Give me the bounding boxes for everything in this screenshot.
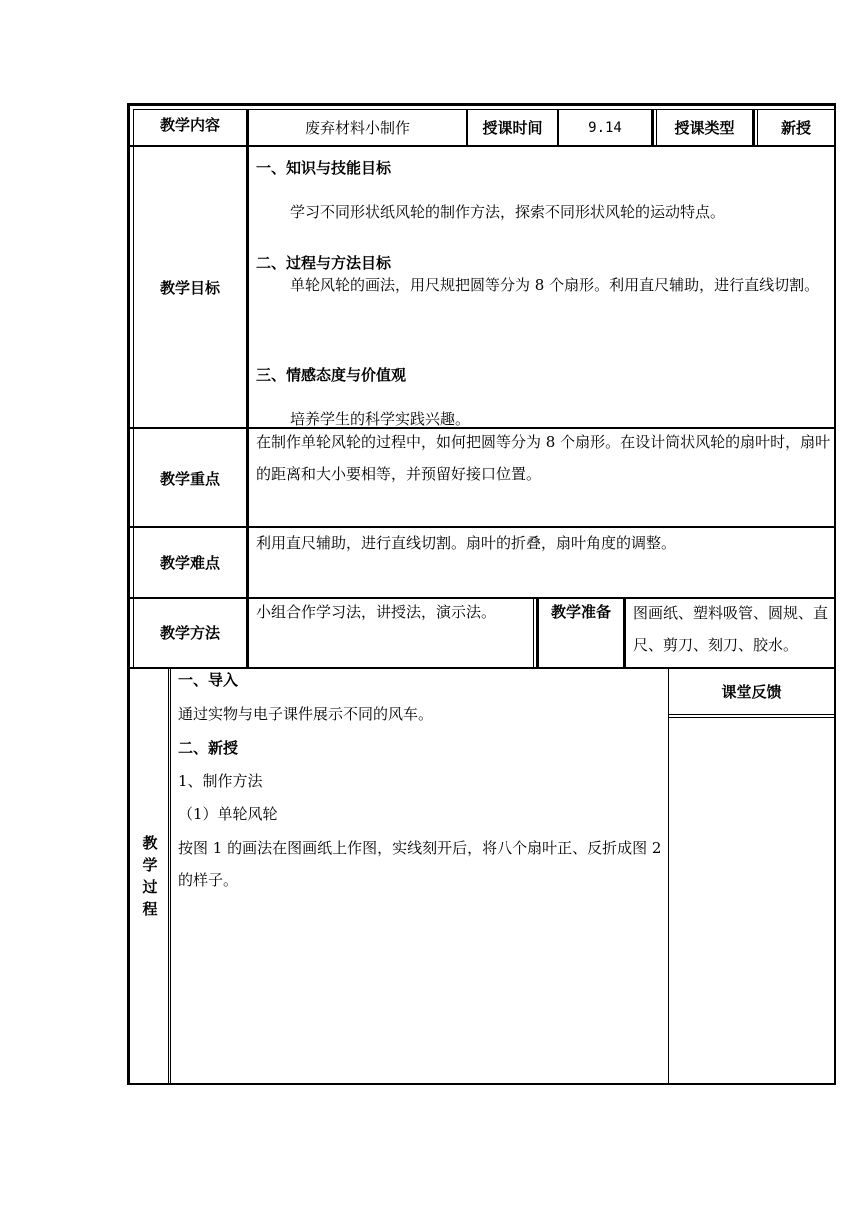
difficulties-label: 教学难点 — [159, 554, 220, 572]
type-value: 新授 — [780, 119, 811, 137]
objectives-text-3: 培养学生的科学实践兴趣。 — [290, 410, 471, 428]
feedback-label: 课堂反馈 — [721, 683, 782, 701]
frame-left-border — [127, 103, 130, 1085]
process-section-2-title: 二、新授 — [178, 739, 239, 757]
row-sep-header — [130, 145, 834, 147]
methods-sep-3 — [623, 597, 626, 667]
prep-label: 教学准备 — [550, 603, 611, 621]
objectives-heading-2: 二、过程与方法目标 — [256, 254, 392, 272]
process-section-1-text: 通过实物与电子课件展示不同的风车。 — [178, 705, 434, 723]
frame-bottom-border — [127, 1083, 836, 1085]
process-label: 教学过程 — [142, 834, 158, 918]
process-section-2-item: （1）单轮风轮 — [178, 805, 278, 823]
methods-sep-1 — [533, 597, 534, 667]
methods-text: 小组合作学习法，讲授法，演示法。 — [256, 603, 497, 621]
difficulties-text: 利用直尺辅助，进行直线切割。扇叶的折叠，扇叶角度的调整。 — [256, 534, 677, 552]
header-sep-4 — [651, 109, 654, 146]
process-col-sep-b — [170, 669, 171, 1083]
keypoints-label: 教学重点 — [159, 470, 220, 488]
content-label: 教学内容 — [159, 116, 220, 134]
objectives-heading-3: 三、情感态度与价值观 — [256, 366, 407, 384]
methods-label: 教学方法 — [159, 624, 220, 642]
objectives-text-2: 单轮风轮的画法，用尺规把圆等分为 8 个扇形。利用直尺辅助，进行直线切割。 — [290, 276, 820, 294]
keypoints-text: 在制作单轮风轮的过程中，如何把圆等分为 8 个扇形。在设计筒状风轮的扇叶时，扇叶的距离和大小要相等，并预留好接口位置。 — [256, 433, 831, 483]
feedback-header-line-2 — [668, 717, 834, 718]
header-sep-6 — [752, 109, 755, 146]
objectives-label: 教学目标 — [159, 279, 220, 297]
objectives-heading-1: 一、知识与技能目标 — [256, 159, 392, 177]
process-section-1-title: 一、导入 — [178, 671, 239, 689]
header-sep-1 — [246, 109, 249, 669]
row-sep-keypoints — [130, 526, 834, 528]
type-label: 授课类型 — [674, 119, 735, 137]
left-col-inner — [133, 145, 134, 667]
feedback-header-line — [668, 714, 834, 715]
process-col-sep-a — [168, 669, 169, 1083]
process-feedback-sep — [668, 669, 669, 1083]
content-value: 废弃材料小制作 — [304, 119, 410, 137]
process-section-2-sub: 1、制作方法 — [178, 772, 263, 790]
header-inner-top — [133, 109, 834, 110]
prep-text: 图画纸、塑料吸管、圆规、直尺、剪刀、刻刀、胶水。 — [633, 604, 829, 654]
time-label: 授课时间 — [482, 119, 543, 137]
process-section-2-text: 按图 1 的画法在图画纸上作图，实线刻开后，将八个扇叶正、反折成图 2 的样子。 — [178, 839, 662, 889]
frame-top-border — [127, 103, 836, 106]
row-sep-methods — [130, 667, 834, 669]
time-value: 9.14 — [588, 120, 622, 136]
objectives-text-1: 学习不同形状纸风轮的制作方法，探索不同形状风轮的运动特点。 — [290, 203, 726, 221]
frame-right-border — [834, 103, 836, 1085]
